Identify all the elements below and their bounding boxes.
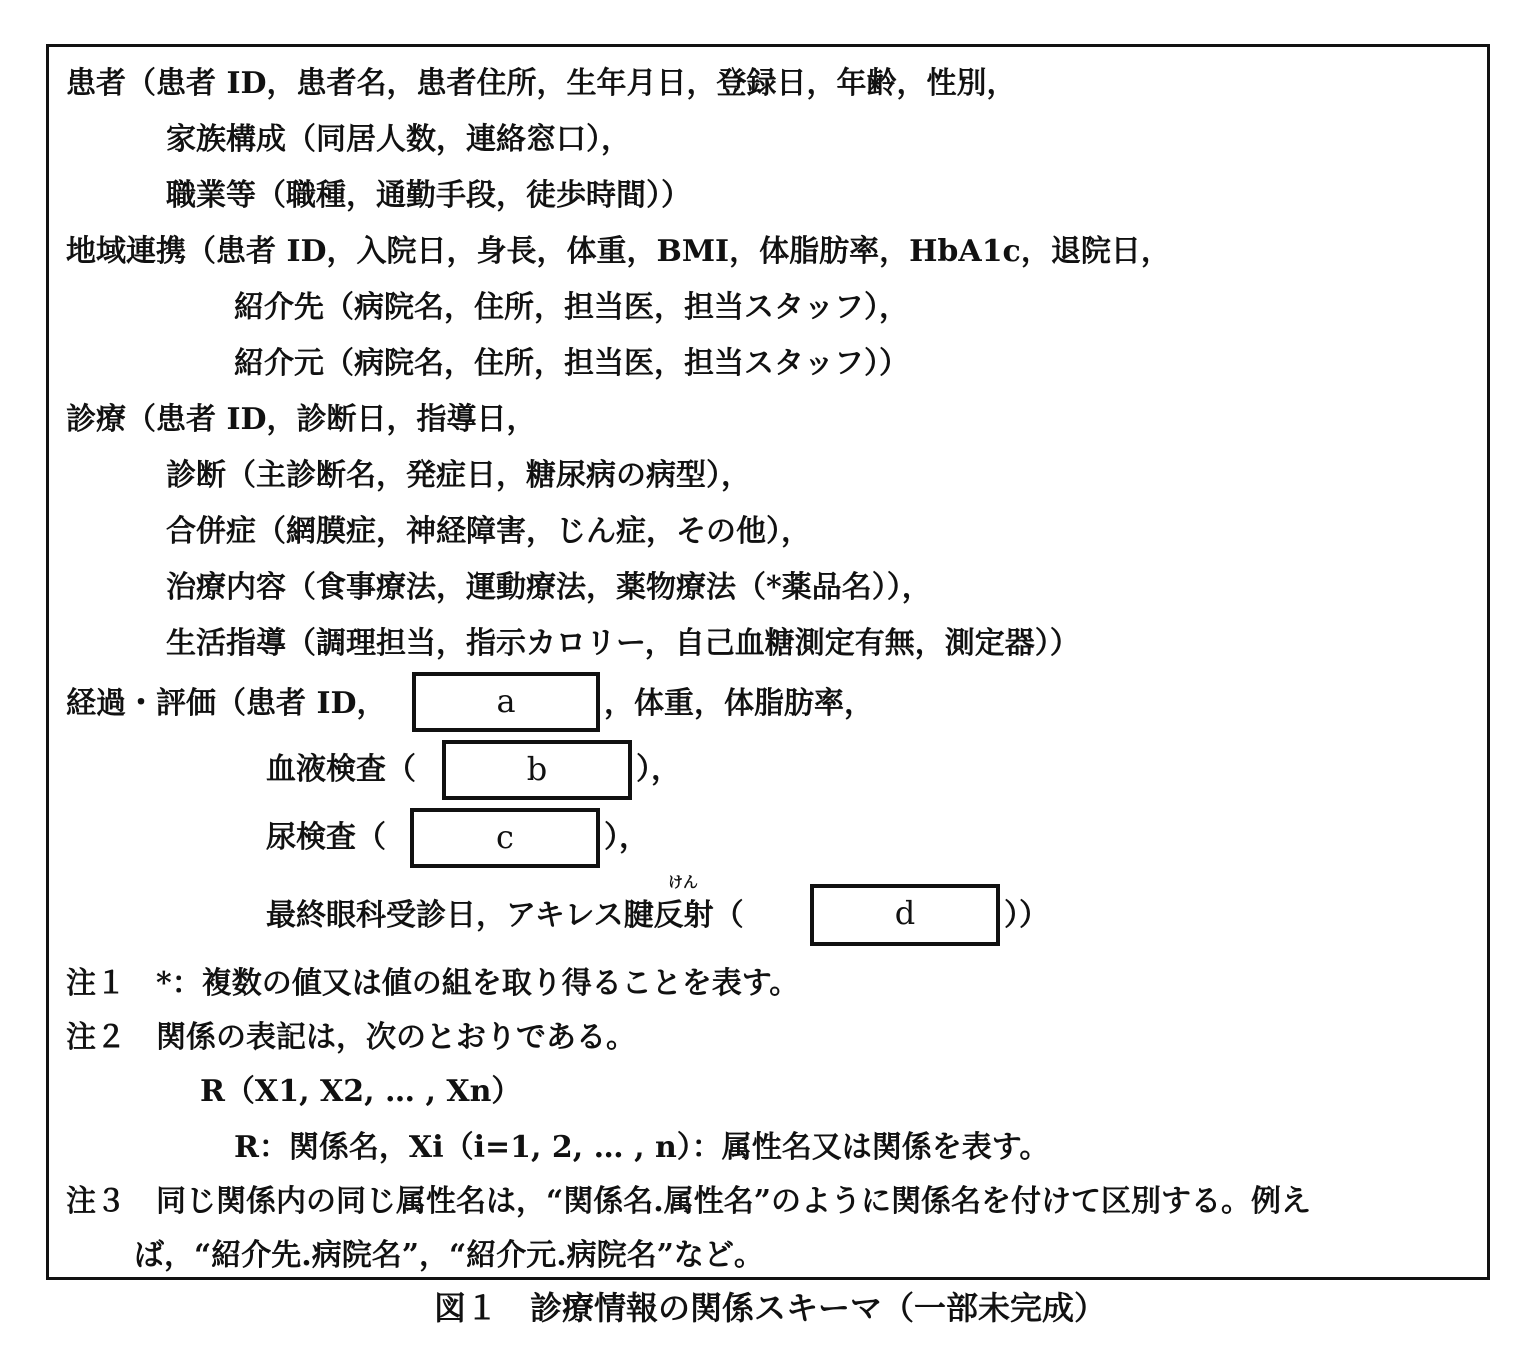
urine-test-prefix: 尿検査（ [266,820,386,855]
progress-line-1-suffix: ，体重，体脂肪率， [604,686,874,721]
blank-box-a: a [412,672,600,732]
blood-test-suffix: ）， [636,752,681,787]
treatment-line-2: 診断（主診断名，発症日，糖尿病の病型）， [166,458,751,493]
regional-line-1: 地域連携（患者 ID，入院日，身長，体重，BMI，体脂肪率，HbA1c，退院日， [66,234,1171,269]
note-2-formula: R（X1, X2, … , Xn） [200,1074,522,1109]
blood-test-prefix: 血液検査（ [266,752,416,787]
treatment-line-5: 生活指導（調理担当，指示カロリー，自己血糖測定有無，測定器）） [166,626,1080,661]
progress-line-1-prefix: 経過・評価（患者 ID， [66,686,387,721]
note-2: 注２ 関係の表記は，次のとおりである。 [66,1020,636,1055]
blank-box-d: d [810,884,1000,946]
figure-caption: 図１ 診療情報の関係スキーマ（一部未完成） [433,1289,1106,1327]
patient-line-1: 患者（患者 ID，患者名，患者住所，生年月日，登録日，年齢，性別， [66,66,1017,101]
regional-line-2: 紹介先（病院名，住所，担当医，担当スタッフ）， [234,290,909,325]
patient-line-3: 職業等（職種，通勤手段，徒歩時間）） [166,178,691,213]
last-line-suffix: ）） [1004,898,1049,933]
treatment-line-1: 診療（患者 ID，診断日，指導日， [66,402,537,437]
note-3-line-1: 注３ 同じ関係内の同じ属性名は，“関係名.属性名”のように関係名を付けて区別する。例え [66,1184,1311,1219]
note-1: 注１ *：複数の値又は値の組を取り得ることを表す。 [66,966,800,1001]
note-3-line-2: ば，“紹介先.病院名”，“紹介元.病院名”など。 [134,1238,764,1273]
ruby-ken: けん [668,873,699,891]
patient-line-2: 家族構成（同居人数，連絡窓口）， [166,122,631,157]
treatment-line-4: 治療内容（食事療法，運動療法，薬物療法（*薬品名））， [166,570,932,605]
note-2-legend: R：関係名，Xi（i=1, 2, … , n）：属性名又は関係を表す。 [234,1130,1050,1165]
blank-box-c: c [410,808,600,868]
urine-test-suffix: ）， [604,820,649,855]
treatment-line-3: 合併症（網膜症，神経障害，じん症，その他）， [166,514,811,549]
blank-box-b: b [442,740,632,800]
last-line-prefix: 最終眼科受診日，アキレス腱反射（ [266,898,744,933]
regional-line-3: 紹介元（病院名，住所，担当医，担当スタッフ）） [234,346,909,381]
